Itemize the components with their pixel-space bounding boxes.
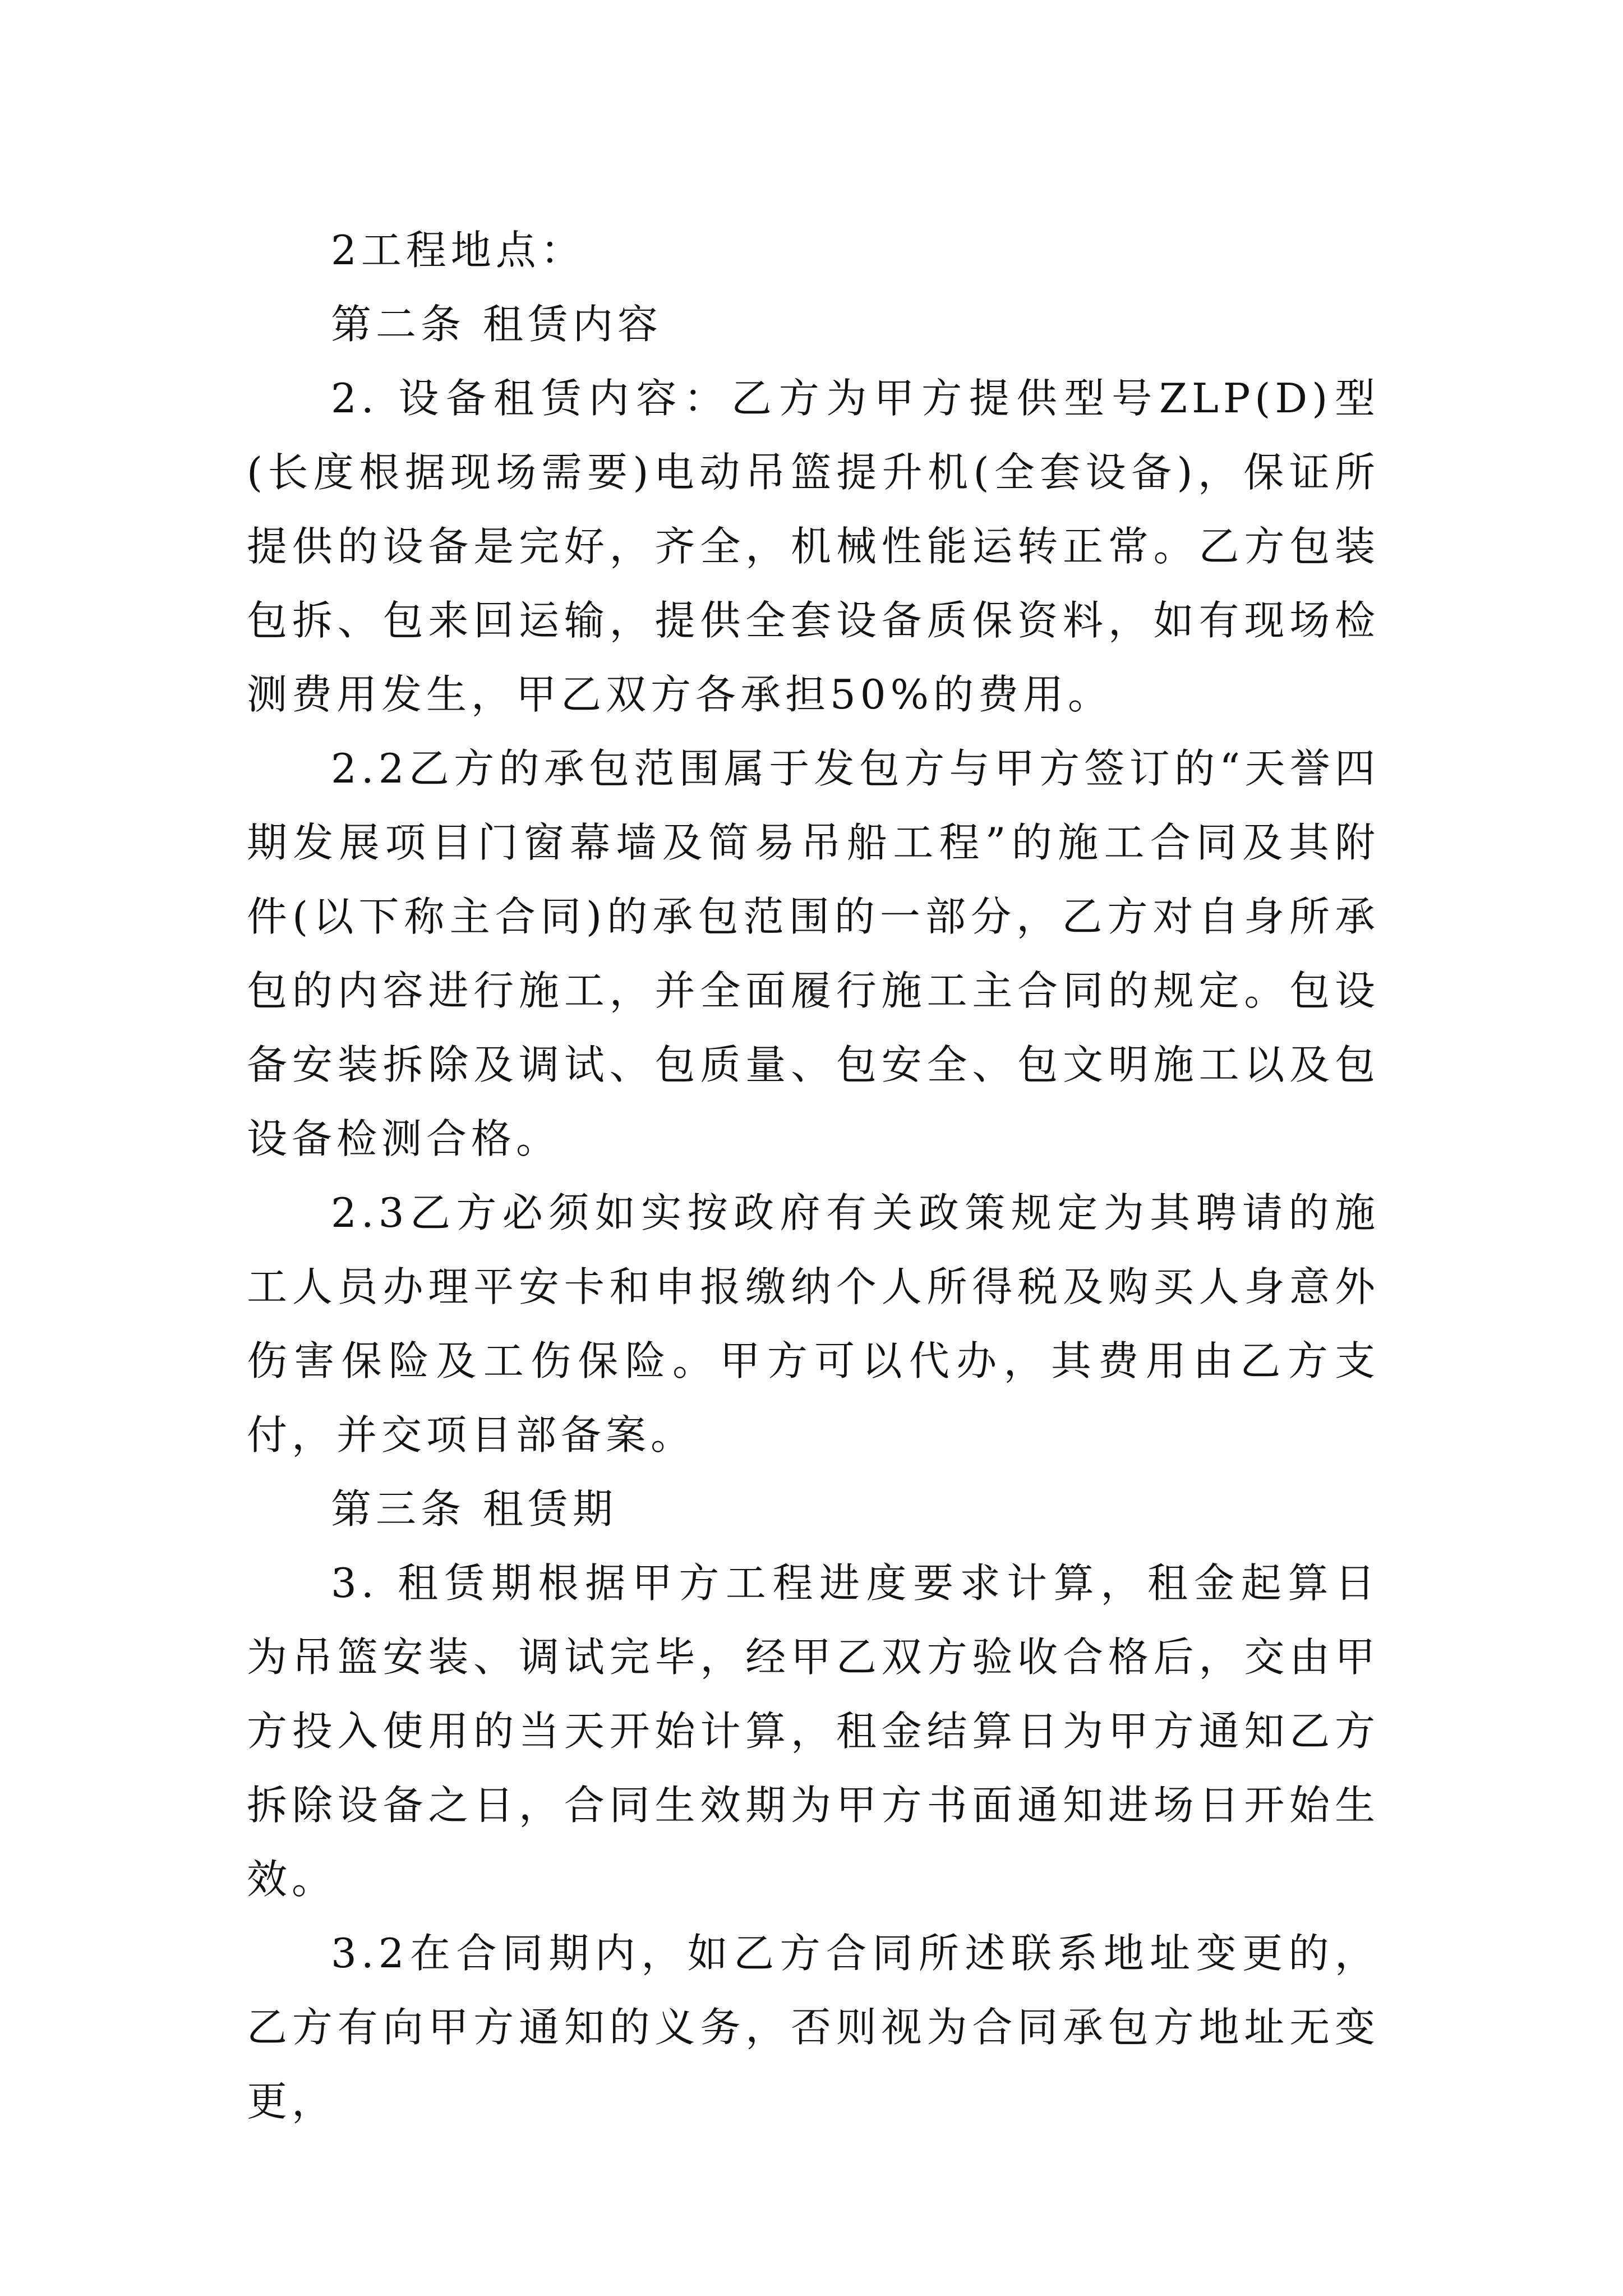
location-line: 2工程地点： [331, 227, 585, 274]
clause-3-1-paragraph: 3. 租赁期根据甲方工程进度要求计算，租金起算日为吊篮安装、调试完毕，经甲乙双方验收合格后，交由甲方投入使用的当天开始计算，租金结算日为甲方通知乙方拆除设备之日，合同生效期为甲方书面通知进场日开始生效。 [247, 1559, 1380, 1903]
clause-2-2-paragraph: 2.2乙方的承包范围属于发包方与甲方签订的“天誉四期发展项目门窗幕墙及简易吊船工程”的施工合同及其附件(以下称主合同)的承包范围的一部分，乙方对自身所承包的内容进行施工，并全面履行施工主合同的规定。包设备安装拆除及调试、包质量、包安全、包文明施工以及包设备检测合格。 [247, 745, 1380, 1162]
article-2-heading: 第二条 租赁内容 [331, 301, 662, 348]
clause-3-2-paragraph: 3.2在合同期内，如乙方合同所述联系地址变更的，乙方有向甲方通知的义务，否则视为合同承包方地址无变更， [247, 1930, 1380, 2125]
document-body [247, 213, 1380, 2138]
clause-2-1-paragraph: 2. 设备租赁内容：乙方为甲方提供型号ZLP(D)型(长度根据现场需要)电动吊篮提升机(全套设备)，保证所提供的设备是完好，齐全，机械性能运转正常。乙方包装包拆、包来回运输，提供全套设备质保资料，如有现场检测费用发生，甲乙双方各承担50%的费用。 [247, 375, 1380, 718]
article-3-heading: 第三条 租赁期 [331, 1485, 617, 1533]
clause-2-3-paragraph: 2.3乙方必须如实按政府有关政策规定为其聘请的施工人员办理平安卡和申报缴纳个人所得税及购买人身意外伤害保险及工伤保险。甲方可以代办，其费用由乙方支付，并交项目部备案。 [247, 1189, 1380, 1458]
